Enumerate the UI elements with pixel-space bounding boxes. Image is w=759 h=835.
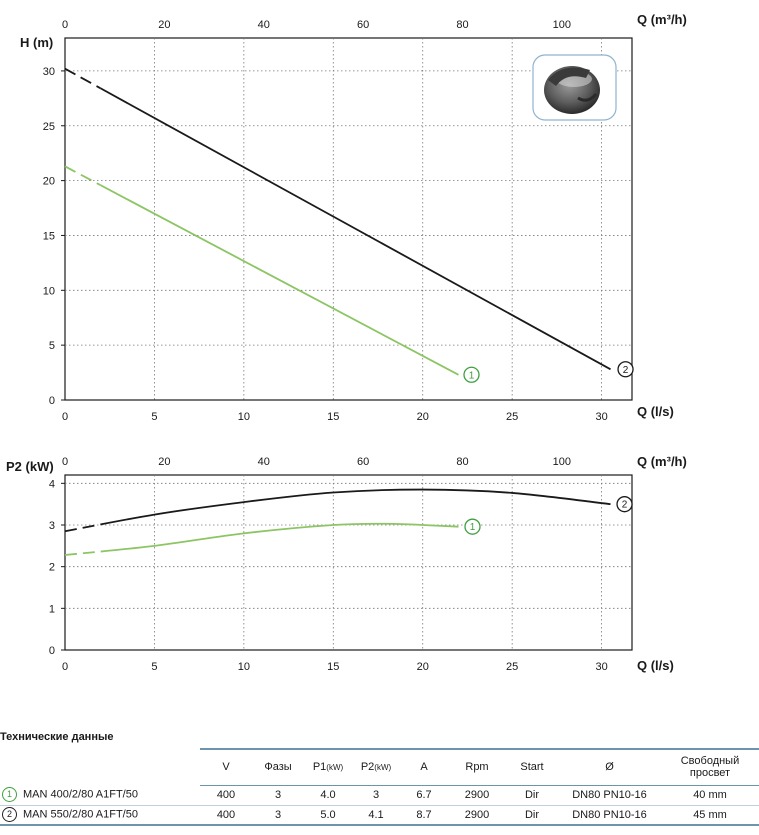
- x-tick-label: 30: [595, 411, 608, 423]
- x-tick-label: 30: [595, 661, 608, 673]
- header-p1-unit: (kW): [326, 763, 344, 773]
- power-chart: [6, 454, 687, 673]
- x-tick-label: 10: [237, 411, 250, 423]
- y-axis-title: H (m): [20, 35, 54, 50]
- header-p1: [304, 749, 352, 785]
- header-p2-unit: (kW): [374, 763, 392, 773]
- y-tick-label: 15: [42, 230, 55, 243]
- x2-tick-labels: [62, 456, 571, 468]
- x-tick-label: 5: [151, 411, 158, 423]
- y-tick-label: 30: [42, 65, 55, 78]
- series-line-1: [65, 166, 459, 374]
- x2-tick-label: 60: [356, 19, 370, 31]
- cell-voltage: 400: [200, 805, 252, 825]
- cell-free-passage: 45 mm: [661, 805, 759, 825]
- cell-current: 6.7: [400, 785, 448, 805]
- cell-free-passage: 40 mm: [661, 785, 759, 805]
- x2-tick-label: 40: [257, 19, 270, 31]
- x2-tick-label: 80: [456, 456, 469, 468]
- y-tick-label: 0: [48, 395, 55, 407]
- x2-tick-label: 60: [356, 456, 370, 468]
- head-chart: [20, 12, 687, 423]
- cell-rpm: 2900: [448, 805, 506, 825]
- cell-phases: 3: [252, 805, 304, 825]
- cell-phases: 3: [252, 785, 304, 805]
- x-tick-labels: [62, 411, 608, 423]
- cell-rpm: 2900: [448, 785, 506, 805]
- series-end-marker-label: 1: [469, 522, 476, 534]
- table-row: [0, 785, 759, 805]
- cell-p1: 5.0: [304, 805, 352, 825]
- header-spacer: [0, 749, 200, 785]
- x2-tick-label: 100: [552, 456, 572, 468]
- header-p2: [352, 749, 400, 785]
- table-row: [0, 805, 759, 825]
- x2-tick-label: 20: [158, 456, 171, 468]
- y-tick-label: 5: [48, 340, 55, 353]
- x-tick-label: 15: [327, 661, 340, 673]
- curve-marker-2: 2: [2, 807, 17, 822]
- y-tick-label: 4: [48, 478, 55, 491]
- y-tick-label: 1: [48, 603, 55, 616]
- cell-start: Dir: [506, 805, 558, 825]
- y-tick-labels: [43, 66, 65, 407]
- model-cell: [0, 785, 200, 805]
- cell-diameter: DN80 PN10-16: [558, 785, 661, 805]
- table-title: Технические данные: [0, 731, 114, 743]
- x-tick-label: 25: [506, 661, 519, 673]
- header-voltage: V: [200, 749, 252, 785]
- cell-voltage: 400: [200, 785, 252, 805]
- x2-tick-labels: [62, 19, 571, 31]
- x-tick-label: 0: [61, 411, 69, 423]
- header-rpm: Rpm: [448, 749, 506, 785]
- x2-tick-label: 40: [257, 456, 270, 468]
- model-name: MAN 400/2/80 A1FT/50: [23, 788, 138, 801]
- x2-tick-label: 80: [456, 19, 469, 31]
- header-p2-label: P2: [360, 761, 375, 774]
- cell-diameter: DN80 PN10-16: [558, 805, 661, 825]
- y-tick-label: 3: [48, 520, 55, 532]
- x-tick-label: 15: [327, 411, 340, 423]
- model-cell: [0, 805, 200, 825]
- x-tick-labels: [62, 661, 608, 673]
- x2-tick-label: 0: [61, 456, 69, 468]
- series-lines: [65, 490, 632, 555]
- impeller-icon: [533, 55, 616, 120]
- grid-lines: [65, 475, 632, 650]
- header-diameter: Ø: [558, 749, 661, 785]
- table-header-row: [0, 749, 759, 785]
- cell-current: 8.7: [400, 805, 448, 825]
- y-tick-label: 10: [42, 285, 55, 298]
- x-tick-label: 20: [416, 661, 429, 673]
- x-axis-title: Q (l/s): [637, 404, 674, 419]
- header-phases: Фазы: [252, 749, 304, 785]
- x-tick-label: 5: [151, 661, 158, 673]
- x2-axis-title: Q (m³/h): [637, 12, 687, 27]
- model-name: MAN 550/2/80 A1FT/50: [23, 808, 138, 821]
- x-tick-label: 0: [61, 661, 69, 673]
- y-tick-label: 0: [48, 645, 55, 657]
- y-tick-labels: [49, 478, 65, 657]
- series-end-marker-label: 1: [468, 370, 475, 382]
- series-end-marker-label: 2: [622, 364, 629, 376]
- spec-table: [0, 748, 759, 826]
- y-axis-title: P2 (kW): [6, 459, 54, 474]
- curve-marker-1: 1: [2, 787, 17, 802]
- x2-tick-label: 0: [61, 19, 69, 31]
- y-tick-label: 25: [42, 120, 55, 133]
- x2-axis-title: Q (m³/h): [637, 454, 687, 469]
- header-p1-label: P1: [312, 761, 327, 774]
- series-line-1: [65, 524, 459, 555]
- header-free-passage: [661, 749, 759, 785]
- x-tick-label: 20: [416, 411, 429, 423]
- y-tick-label: 20: [42, 175, 55, 188]
- y-tick-label: 2: [48, 561, 55, 574]
- plot-frame: [65, 475, 632, 650]
- cell-p2: 3: [352, 785, 400, 805]
- cell-p1: 4.0: [304, 785, 352, 805]
- header-free-passage-label: Свободный просвет: [680, 755, 740, 780]
- header-start: Start: [506, 749, 558, 785]
- x2-tick-label: 20: [158, 19, 171, 31]
- cell-p2: 4.1: [352, 805, 400, 825]
- header-current: A: [400, 749, 448, 785]
- cell-start: Dir: [506, 785, 558, 805]
- x2-tick-label: 100: [552, 19, 572, 31]
- series-line-dashed-1: [65, 524, 459, 555]
- series-end-marker-label: 2: [621, 499, 628, 511]
- x-tick-label: 25: [506, 411, 519, 423]
- series-line-2: [65, 69, 611, 370]
- x-tick-label: 10: [237, 661, 250, 673]
- x-axis-title: Q (l/s): [637, 658, 674, 673]
